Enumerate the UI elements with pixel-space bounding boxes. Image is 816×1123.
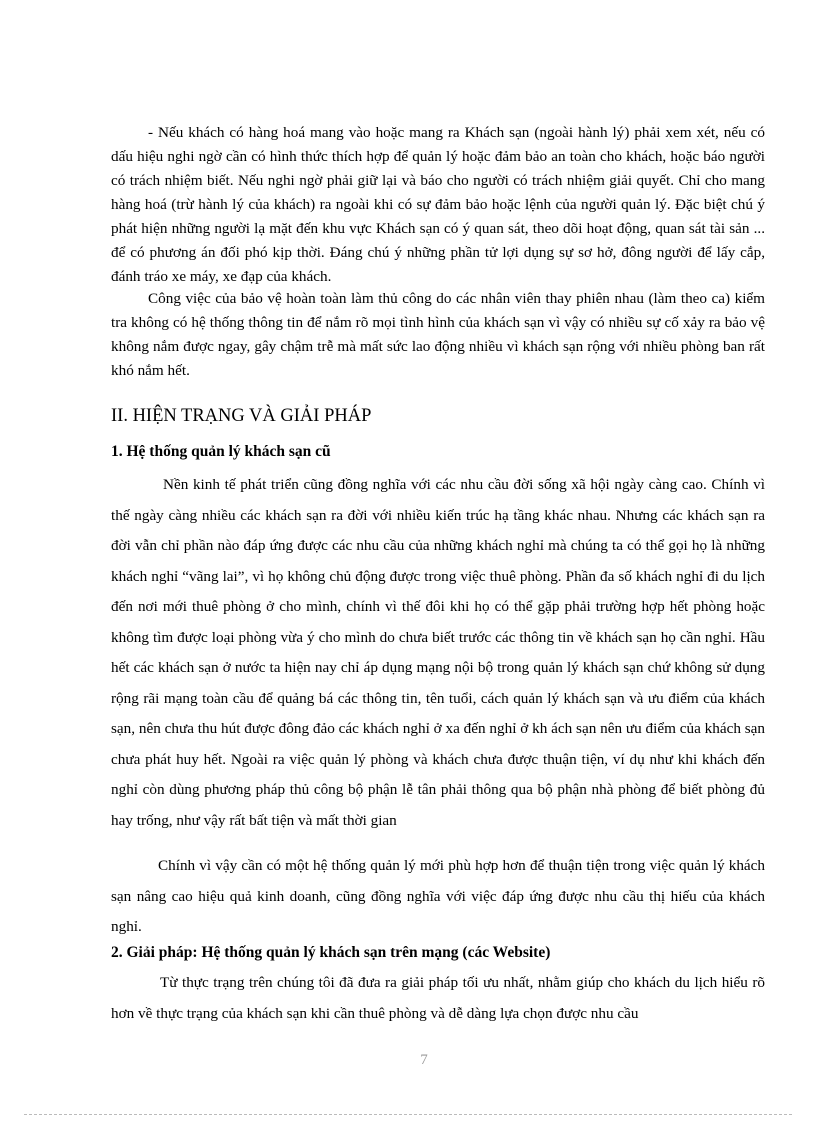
paragraph-economy: Nền kinh tế phát triển cũng đồng nghĩa với các nhu cầu đời sống xã hội ngày càng cao. Chính vì thế ngày càng nhiều các khách sạn ra đời với nhiều kiến trúc hạ tầng khác nhau. Nhưng các khách sạn ra đời vẫn chỉ phần nào đáp ứng được các nhu cầu của những khách nghỉ mà chúng ta có thể gọi họ là những khách nghỉ “vãng lai”, vì họ không chủ động được trong việc thuê phòng. Phần đa số khách nghỉ đi du lịch đến nơi mới thuê phòng ở cho mình, chính vì thế đôi khi họ có thể gặp phải trường hợp hết phòng hoặc không tìm được loại phòng vừa ý cho mình do chưa biết trước các thông tin về khách sạn họ cần nghỉ. Hầu hết các khách sạn ở nước ta hiện nay chỉ áp dụng mạng nội bộ trong quản lý khách sạn chứ không sử dụng rộng rãi mạng toàn cầu để quảng bá các thông tin, tên tuổi, cách quản lý khách sạn và ưu điểm của khách sạn, nên chưa thu hút được đông đảo các khách nghỉ ở xa đến nghỉ ở kh ách sạn nên ưu điểm của khách sạn chưa phát huy hết. Ngoài ra việc quản lý phòng và khách chưa được thuận tiện, ví dụ như khi khách đến nghỉ còn dùng phương pháp thủ công bộ phận lễ tân phải thông qua bộ phận nhà phòng để biết phòng đủ hay trống, như vậy rất bất tiện và mất thời gian xyxy=(111,476,765,829)
page-bottom-rule xyxy=(24,1114,792,1115)
section-heading: II. HIỆN TRẠNG VÀ GIẢI PHÁP xyxy=(111,406,372,426)
subheading-solution: 2. Giải pháp: Hệ thống quản lý khách sạn trên mạng (các Website) xyxy=(111,944,551,961)
paragraph-new-system: Chính vì vậy cần có một hệ thống quản lý mới phù hợp hơn để thuận tiện trong việc quản lý khách sạn nâng cao hiệu quả kinh doanh, cũng đồng nghĩa với việc đáp ứng được nhu cầu thị hiếu của khách nghỉ. xyxy=(111,857,765,935)
paragraph-security-work: Công việc của bảo vệ hoàn toàn làm thủ công do các nhân viên thay phiên nhau (làm theo ca) kiểm tra không có hệ thống thông tin để nắm rõ mọi tình hình của khách sạn vì vậy có nhiều sự cố xảy ra bảo vệ không nắm được ngay, gây chậm trễ mà mất sức lao động nhiều vì khách sạn rộng với nhiều phòng ban rất khó nắm hết. xyxy=(111,290,765,379)
subheading-old-system: 1. Hệ thống quản lý khách sạn cũ xyxy=(111,443,331,460)
paragraph-guest-goods: - Nếu khách có hàng hoá mang vào hoặc mang ra Khách sạn (ngoài hành lý) phải xem xét, nếu có dấu hiệu nghi ngờ cần có hình thức thích hợp để quản lý hoặc đảm bảo an toàn cho khách, hoặc báo người có trách nhiệm biết. Nếu nghi ngờ phải giữ lại và báo cho người có trách nhiệm giải quyết. Chỉ cho mang hàng hoá (trừ hành lý của khách) ra ngoài khi có sự đảm bảo hoặc lệnh của người quản lý. Đặc biệt chú ý phát hiện những người lạ mặt đến khu vực Khách sạn có ý quan sát, theo dõi hoạt động, quan sát tài sản ... để có phương án đối phó kịp thời. Đáng chú ý những phần tử lợi dụng sự sơ hở, đông người để lấy cắp, đánh tráo xe máy, xe đạp của khách. xyxy=(111,124,765,285)
paragraph-solution: Từ thực trạng trên chúng tôi đã đưa ra giải pháp tối ưu nhất, nhằm giúp cho khách du lịch hiểu rõ hơn về thực trạng của khách sạn khi cần thuê phòng và dễ dàng lựa chọn được nhu cầu xyxy=(111,974,765,1022)
page-number: 7 xyxy=(420,1052,428,1068)
